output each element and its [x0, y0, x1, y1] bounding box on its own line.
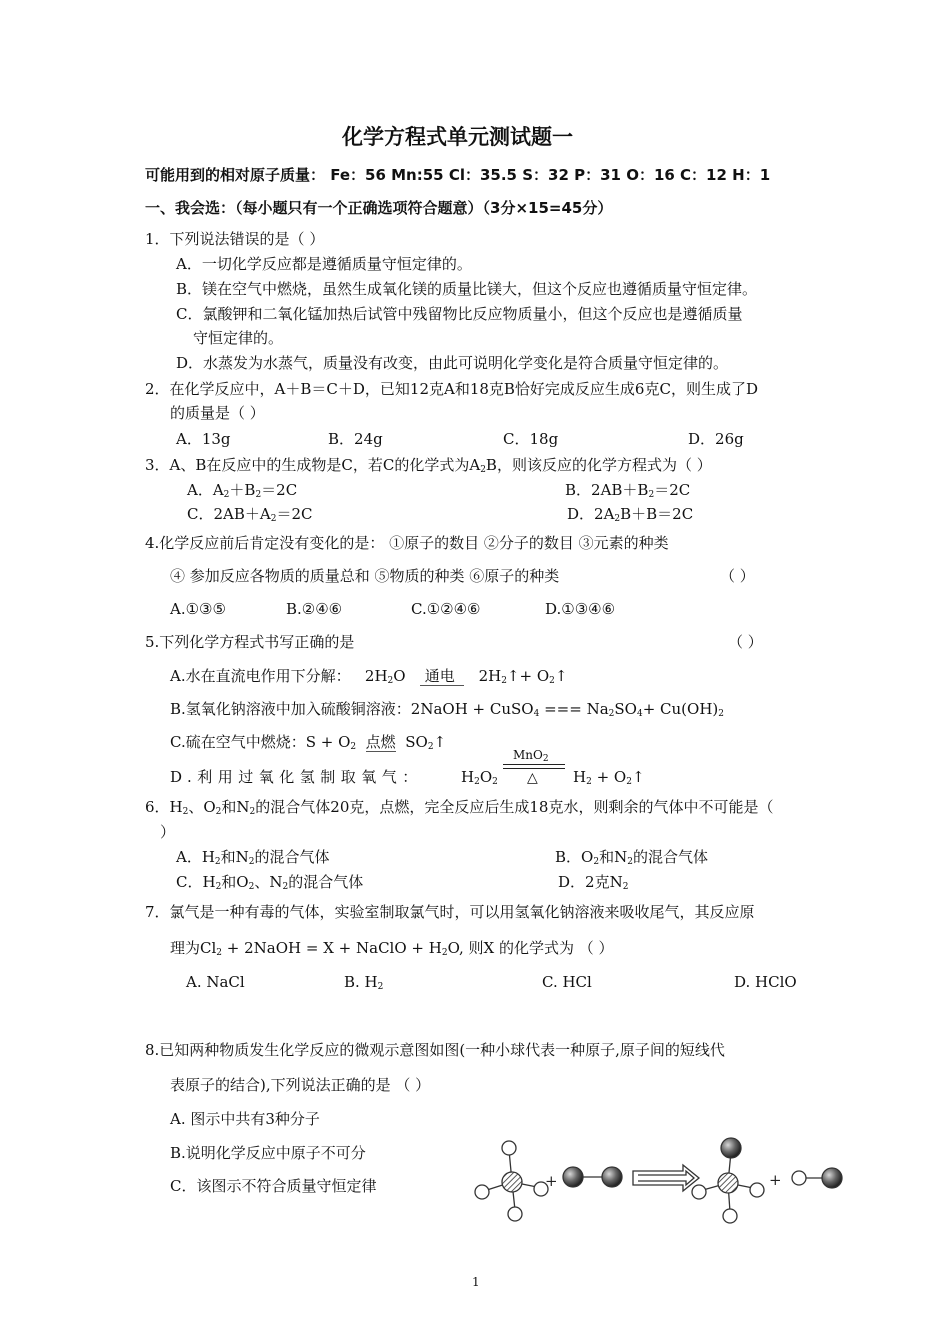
q3-stem: 3．A、B在反应中的生成物是C，若C的化学式为$A_2B$，则该反应的化学方程式为（ ）: [145, 456, 712, 475]
q2-option-c: C．18g: [503, 430, 559, 448]
q6-option-d: D．2克$N_2$: [558, 873, 629, 892]
q4-option-c: C.①②④⑥: [411, 600, 481, 618]
q5-paren: （ ）: [728, 633, 763, 651]
q3-option-a: A．$A_2+B_2=2C$: [187, 481, 298, 500]
q5-d-reactant: $H_2O_2$: [461, 768, 498, 787]
page-title: 化学方程式单元测试题一: [342, 125, 573, 149]
q8-option-b: B.说明化学反应中原子不可分: [170, 1144, 366, 1162]
q6-option-a: A．$H_2$和$N_2$的混合气体: [176, 848, 330, 867]
q1-stem: 1．下列说法错误的是（ ）: [145, 230, 325, 248]
q4-paren: （ ）: [720, 567, 755, 585]
q7-equation: 理为$Cl_2$ + 2NaOH = X + NaClO + $H_2O$, 则X 的化学式为 （ ）: [170, 939, 614, 958]
q4-option-d: D.①③④⑥: [545, 600, 616, 618]
q5-option-d: D.利用过氧化氢制取氧气：: [170, 768, 423, 786]
q3-option-c: C．$2AB+A_2=2C$: [187, 505, 313, 524]
q4-line2: ④ 参加反应各物质的质量总和 ⑤物质的种类 ⑥原子的种类: [170, 567, 560, 585]
q7-stem: 7．氯气是一种有毒的气体，实验室制取氯气时，可以用氢氧化钠溶液来吸收尾气，其反应原: [145, 903, 755, 921]
q6-stem: 6．$H_2$、$O_2$和$N_2$的混合气体20克，点燃，完全反应后生成18克水，则剩余的气体中不可能是（: [145, 798, 774, 817]
ignition-condition: 点燃: [365, 733, 396, 751]
heat-symbol: △: [527, 770, 538, 786]
atomic-masses: 可能用到的相对原子质量： Fe：56 Mn:55 Cl：35.5 S：32 P：31 O：16 C：12 H：1: [145, 166, 771, 184]
q4-stem: 4.化学反应前后肯定没有变化的是： ①原子的数目 ②分子的数目 ③元素的种类: [145, 534, 669, 552]
section-heading: 一、我会选：（每小题只有一个正确选项符合题意）（3分×15=45分）: [145, 199, 613, 217]
q3-option-d: D．$2A_2B+B=2C$: [567, 505, 694, 524]
q2-stem: 2．在化学反应中，A＋B＝C＋D，已知12克A和18克B恰好完成反应生成6克C，则生成了D: [145, 380, 758, 398]
plus-sign-2: +: [769, 1171, 782, 1189]
product-molecule-1: [692, 1138, 764, 1223]
q2-stem-cont: 的质量是（ ）: [170, 404, 265, 422]
reaction-arrow: [633, 1165, 699, 1191]
electrolysis-condition: 通电: [420, 667, 464, 686]
q1-option-b: B．镁在空气中燃烧，虽然生成氧化镁的质量比镁大，但这个反应也遵循质量守恒定律。: [176, 280, 758, 298]
q4-option-a: A.①③⑤: [170, 600, 226, 618]
q5-stem: 5.下列化学方程式书写正确的是: [145, 633, 355, 651]
catalyst-label: MnO$_2$: [513, 748, 549, 764]
q6-stem-cont: ）: [160, 823, 176, 841]
q2-option-a: A．13g: [176, 430, 231, 448]
q7-option-d: D. HClO: [734, 973, 797, 991]
q6-option-b: B．$O_2$和$N_2$的混合气体: [555, 848, 708, 867]
page-number: 1: [472, 1275, 480, 1289]
reactant-molecule-2: [563, 1167, 622, 1187]
q1-option-c-cont: 守恒定律的。: [193, 329, 284, 347]
q5-d-product: $H_2$ + $O_2↑$: [573, 768, 645, 787]
q1-option-d: D．水蒸发为水蒸气，质量没有改变，由此可说明化学变化是符合质量守恒定律的。: [176, 354, 729, 372]
q5-option-a: A.水在直流电作用下分解： $2H_2O$ 通电 $2H_2↑+$ $O_2↑$: [170, 667, 568, 686]
q5-option-c: C.硫在空气中燃烧：$S + O_2$ 点燃 $SO_2↑$: [170, 733, 447, 752]
reactant-molecule-1: [475, 1141, 548, 1221]
q8-option-c: C．该图示不符合质量守恒定律: [170, 1177, 377, 1195]
plus-sign-1: +: [545, 1172, 558, 1190]
q7-option-c: C. HCl: [542, 973, 592, 991]
q2-option-d: D．26g: [688, 430, 744, 448]
q8-stem: 8.已知两种物质发生化学反应的微观示意图如图(一种小球代表一种原子,原子间的短线代: [145, 1041, 725, 1059]
q2-option-b: B．24g: [328, 430, 383, 448]
q1-option-a: A．一切化学反应都是遵循质量守恒定律的。: [176, 255, 472, 273]
q5-option-b: B.氢氧化钠溶液中加入硫酸铜溶液：2NaOH + CuSO$_4$ === $Na_2SO_4+ Cu(OH)_2$: [170, 700, 724, 719]
reaction-diagram: [465, 1130, 855, 1230]
product-molecule-2: [792, 1168, 842, 1188]
q1-option-c: C．氯酸钾和二氧化锰加热后试管中残留物比反应物质量小，但这个反应也是遵循质量: [176, 305, 743, 323]
q7-option-a: A. NaCl: [186, 973, 245, 991]
q4-option-b: B.②④⑥: [286, 600, 343, 618]
q8-stem-cont: 表原子的结合),下列说法正确的是 （ ）: [170, 1076, 431, 1094]
q6-option-c: C．$H_2$和$O_2$、$N_2$的混合气体: [176, 873, 364, 892]
q7-option-b: B. $H_2$: [344, 973, 384, 992]
q3-option-b: B．$2AB+B_2=2C$: [565, 481, 691, 500]
q8-option-a: A. 图示中共有3种分子: [170, 1110, 320, 1128]
